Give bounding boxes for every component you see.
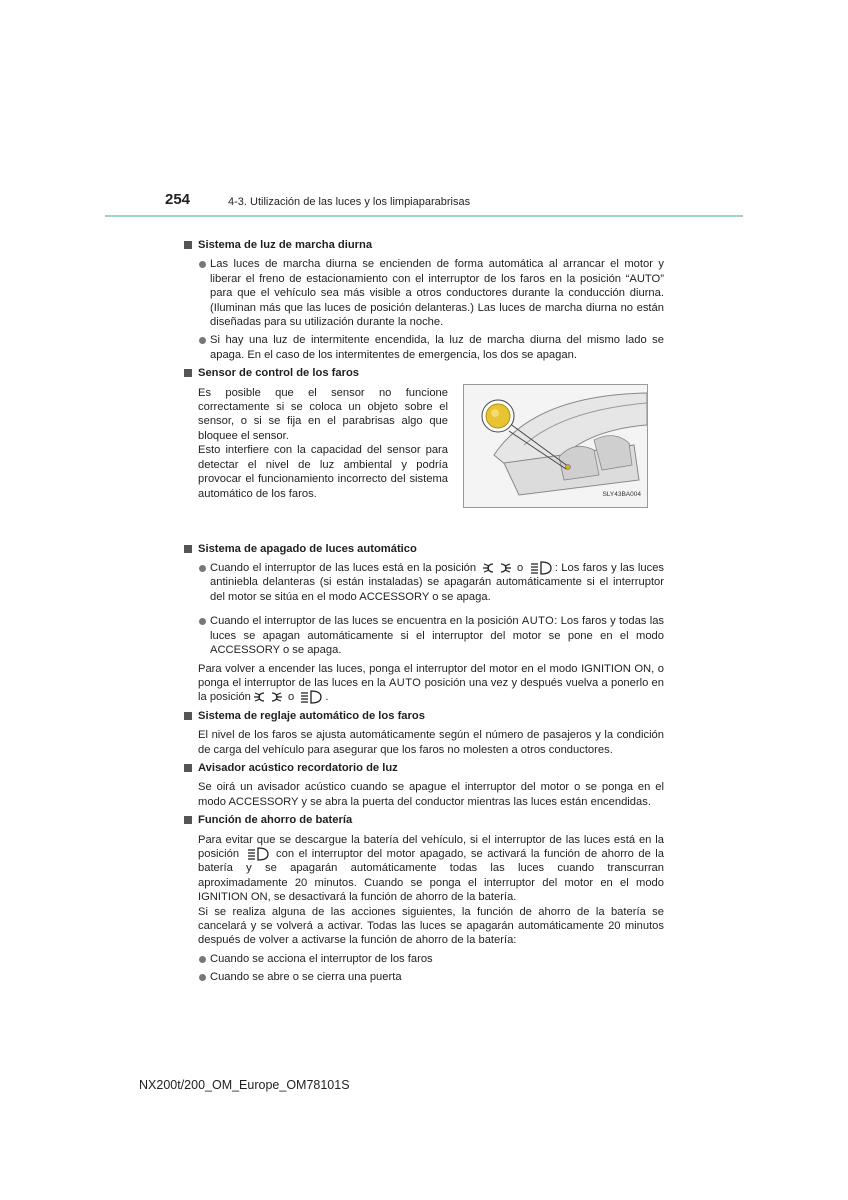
tail-light-icon — [253, 690, 283, 704]
sensor-heading: Sensor de control de los faros — [184, 366, 664, 380]
tail-light-icon — [482, 561, 512, 575]
figure-code: SLY43BA004 — [602, 491, 641, 499]
header-rule — [105, 215, 743, 217]
auto-symbol: AUTO — [521, 615, 555, 628]
round-bullet-icon — [199, 337, 206, 344]
saver-heading: Función de ahorro de batería — [184, 813, 664, 827]
footer-code: NX200t/200_OM_Europe_OM78101S — [139, 1078, 350, 1092]
round-bullet-icon — [199, 974, 206, 981]
auto-symbol: AUTO — [388, 676, 422, 689]
leveling-text: El nivel de los faros se ajusta automáticamente según el número de pasajeros y la condición de carga del vehículo para asegurar que los faros no molesten a otros conductores. — [198, 729, 664, 756]
autooff-paragraph: Para volver a encender las luces, ponga el interruptor del motor en el modo IGNITION ON, o ponga el interruptor de las luces en la AUTO posición una vez y después vuelva a ponerlo en la posición o . — [198, 662, 665, 704]
sensor-section — [184, 386, 664, 534]
saver-paragraph-1: Para evitar que se descargue la batería del vehículo, si el interruptor de las luces está en la posición con el interruptor del motor apagado, se activará la función de ahorro de la batería y se apagarán automáticamente todas las luces cuando transcurran aproximadamente 20 minutos. Cuando se ponga el interruptor del motor en el modo IGNITION ON, se desactivará la función de ahorro de la batería. — [198, 833, 665, 904]
saver-bullet-2: Cuando se abre o se cierra una puerta — [184, 970, 664, 984]
round-bullet-icon — [199, 618, 206, 625]
sensor-text: Es posible que el sensor no funcione correctamente si se coloca un objeto sobre el sensor, o si se fija en el parabrisas algo que bloquee el sensor. Esto interfiere con la capacidad del sensor para detectar el nivel de luz ambiental y podría provocar el funcionamiento incorrecto del sistema automático de los faros. — [198, 386, 448, 500]
leveling-heading: Sistema de reglaje automático de los faros — [184, 709, 664, 723]
drl-heading: Sistema de luz de marcha diurna — [184, 238, 664, 252]
section-title: 4-3. Utilización de las luces y los limpiaparabrisas — [228, 196, 471, 208]
headlight-icon — [299, 690, 323, 704]
drl-bullet-1: Las luces de marcha diurna se encienden de forma automática al arrancar el motor y liberar el freno de estacionamiento con el interruptor de los faros en la posición “AUTO” para que el vehículo sea más visible a otros conductores durante la conducción diurna. (Iluminan más que las luces de posición delanteras.) Las luces de marcha diurna no están diseñadas para su utilización durante la noche. — [184, 257, 664, 329]
buzzer-text: Se oirá un avisador acústico cuando se apague el interruptor del motor o se ponga en el modo ACCESSORY y se abra la puerta del conductor mientras las luces están encendidas. — [198, 781, 664, 808]
autooff-heading: Sistema de apagado de luces automático — [184, 542, 664, 556]
square-bullet-icon — [184, 369, 192, 377]
page-content — [184, 238, 664, 989]
square-bullet-icon — [184, 764, 192, 772]
saver-paragraph-2: Si se realiza alguna de las acciones siguientes, la función de ahorro de la batería se cancelará y se volverá a activar. Todas las luces se apagarán automáticamente 20 minutos después de volver a activarse la función de ahorro de la batería: — [198, 905, 664, 947]
drl-bullet-2: Si hay una luz de intermitente encendida, la luz de marcha diurna del mismo lado se apaga. En el caso de los intermitentes de emergencia, los dos se apagan. — [184, 333, 664, 362]
sensor-illustration — [463, 384, 648, 508]
square-bullet-icon — [184, 545, 192, 553]
round-bullet-icon — [199, 261, 206, 268]
round-bullet-icon — [199, 956, 206, 963]
headlight-icon — [246, 847, 270, 861]
autooff-bullet-1: Cuando el interruptor de las luces está en la posición o : Los faros y las luces antiniebla delanteras (si están instaladas) se apagarán automáticamente si el interruptor del motor se sitúa en el modo ACCESSORY o se apaga. — [184, 561, 664, 604]
buzzer-heading: Avisador acústico recordatorio de luz — [184, 761, 664, 775]
round-bullet-icon — [199, 565, 206, 572]
square-bullet-icon — [184, 816, 192, 824]
saver-bullet-1: Cuando se acciona el interruptor de los faros — [184, 952, 664, 966]
headlight-icon — [529, 561, 553, 575]
autooff-bullet-2: Cuando el interruptor de las luces se encuentra en la posición AUTO: Los faros y todas las luces se apagan automáticamente si el interruptor del motor se pone en el modo ACCESSORY o se apaga. — [184, 614, 664, 657]
page-number: 254 — [165, 191, 191, 208]
square-bullet-icon — [184, 712, 192, 720]
square-bullet-icon — [184, 241, 192, 249]
